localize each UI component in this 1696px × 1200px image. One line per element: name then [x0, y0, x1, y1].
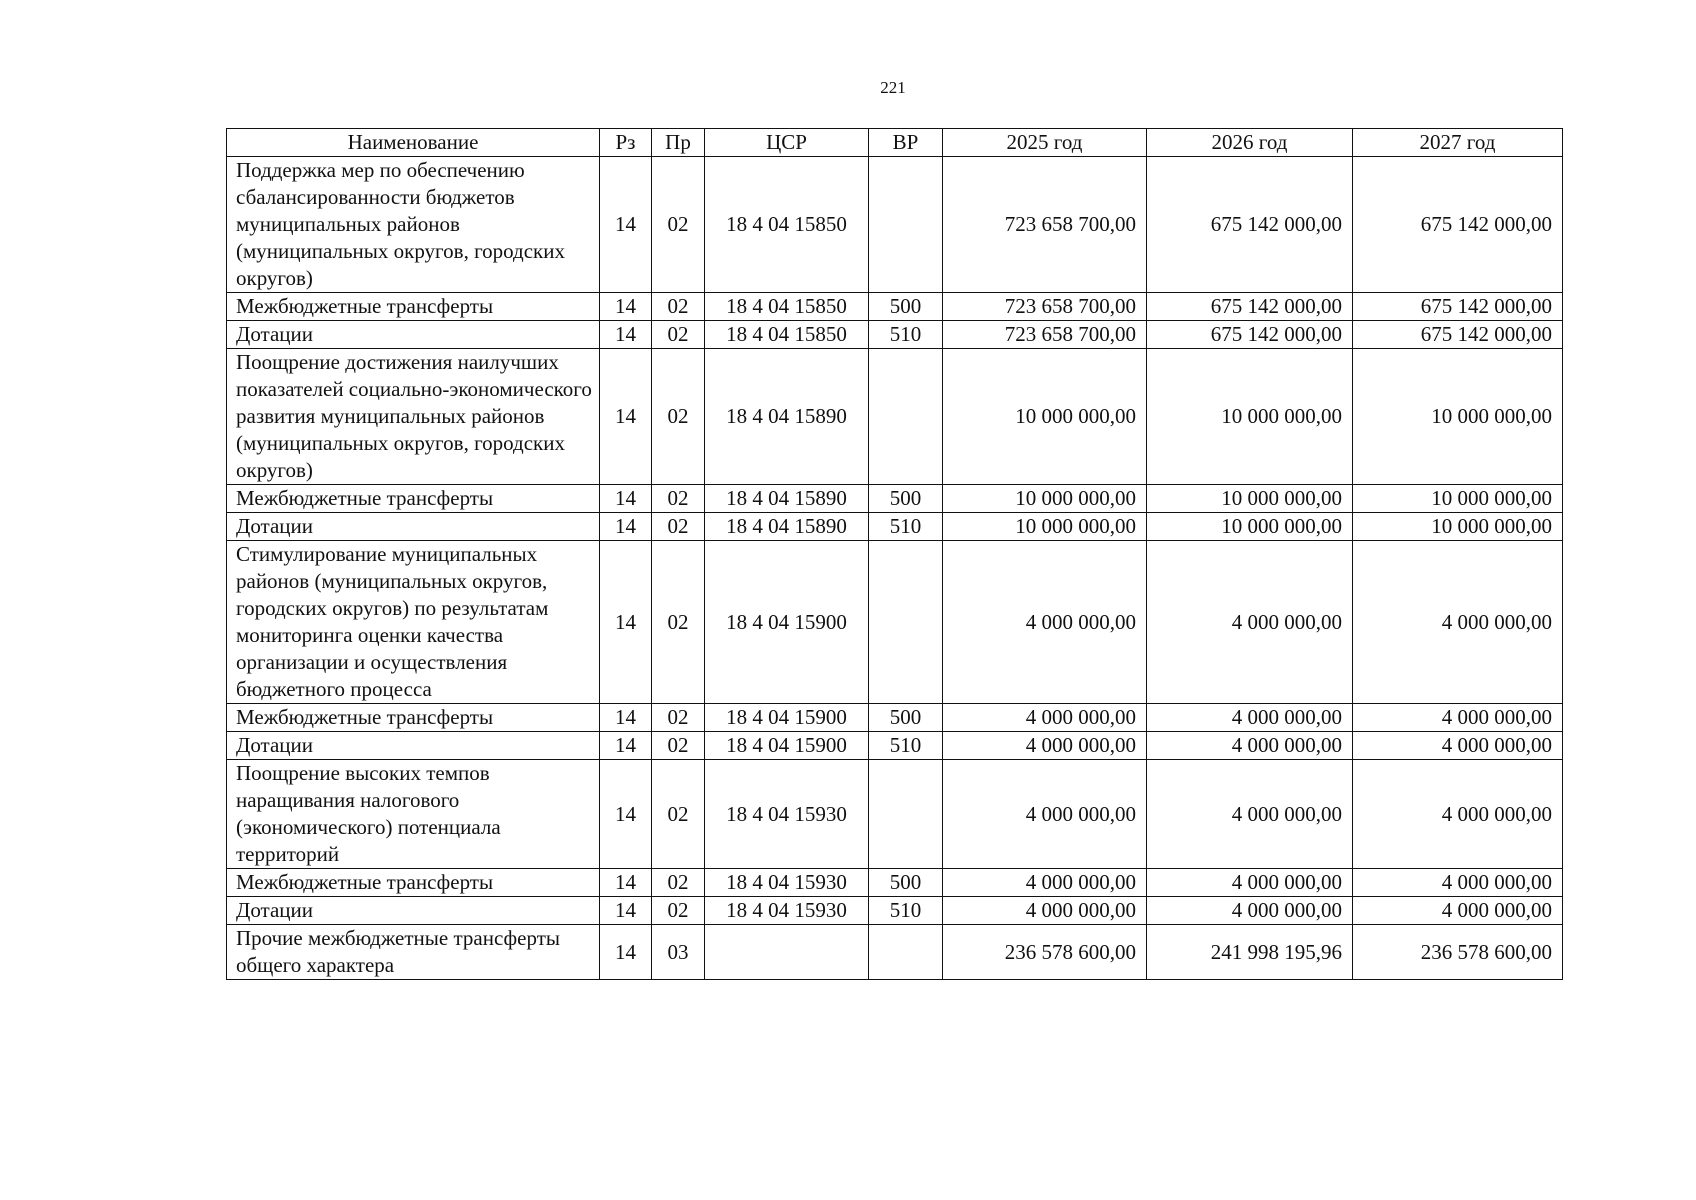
- header-name: Наименование: [227, 129, 600, 157]
- cell-2025: 723 658 700,00: [943, 293, 1147, 321]
- cell-rz: 14: [600, 897, 652, 925]
- cell-name: Дотации: [227, 513, 600, 541]
- cell-2027: 236 578 600,00: [1353, 925, 1563, 980]
- table-row: [227, 485, 1563, 513]
- cell-csr: 18 4 04 15930: [705, 869, 869, 897]
- cell-2025: 10 000 000,00: [943, 513, 1147, 541]
- cell-vr: 510: [869, 321, 943, 349]
- cell-pr: 02: [652, 869, 705, 897]
- cell-2025: 4 000 000,00: [943, 897, 1147, 925]
- cell-2026: 4 000 000,00: [1147, 541, 1353, 704]
- cell-2025: 10 000 000,00: [943, 349, 1147, 485]
- cell-csr: 18 4 04 15900: [705, 732, 869, 760]
- cell-csr: [705, 925, 869, 980]
- cell-2027: 10 000 000,00: [1353, 485, 1563, 513]
- cell-pr: 02: [652, 513, 705, 541]
- cell-2027: 675 142 000,00: [1353, 293, 1563, 321]
- cell-csr: 18 4 04 15850: [705, 157, 869, 293]
- table-row: [227, 293, 1563, 321]
- cell-2025: 4 000 000,00: [943, 541, 1147, 704]
- table-body: [227, 157, 1563, 980]
- cell-pr: 02: [652, 349, 705, 485]
- cell-name: Дотации: [227, 321, 600, 349]
- cell-vr: 500: [869, 293, 943, 321]
- cell-vr: 500: [869, 485, 943, 513]
- cell-vr: 510: [869, 513, 943, 541]
- header-csr: ЦСР: [705, 129, 869, 157]
- cell-2027: 10 000 000,00: [1353, 513, 1563, 541]
- table-row: [227, 704, 1563, 732]
- cell-vr: 500: [869, 704, 943, 732]
- cell-pr: 02: [652, 760, 705, 869]
- cell-name: Стимулирование муниципальных районов (муниципальных округов, городских округов) по результатам мониторинга оценки качества организации и осуществления бюджетного процесса: [227, 541, 600, 704]
- cell-pr: 03: [652, 925, 705, 980]
- cell-name: Поддержка мер по обеспечению сбалансированности бюджетов муниципальных районов (муниципальных округов, городских округов): [227, 157, 600, 293]
- cell-pr: 02: [652, 485, 705, 513]
- cell-name: Межбюджетные трансферты: [227, 869, 600, 897]
- table-row: [227, 541, 1563, 704]
- cell-2027: 4 000 000,00: [1353, 704, 1563, 732]
- header-2027: 2027 год: [1353, 129, 1563, 157]
- cell-csr: 18 4 04 15850: [705, 321, 869, 349]
- cell-2026: 10 000 000,00: [1147, 485, 1353, 513]
- cell-2027: 675 142 000,00: [1353, 321, 1563, 349]
- table-row: [227, 321, 1563, 349]
- cell-name: Поощрение высоких темпов наращивания налогового (экономического) потенциала территорий: [227, 760, 600, 869]
- cell-vr: 510: [869, 732, 943, 760]
- cell-vr: [869, 349, 943, 485]
- cell-2026: 675 142 000,00: [1147, 321, 1353, 349]
- cell-2026: 4 000 000,00: [1147, 704, 1353, 732]
- budget-table: [226, 128, 1563, 980]
- cell-2025: 723 658 700,00: [943, 157, 1147, 293]
- cell-2025: 4 000 000,00: [943, 760, 1147, 869]
- cell-name: Дотации: [227, 732, 600, 760]
- cell-2026: 4 000 000,00: [1147, 760, 1353, 869]
- table-row: [227, 732, 1563, 760]
- cell-vr: [869, 925, 943, 980]
- cell-rz: 14: [600, 869, 652, 897]
- cell-rz: 14: [600, 541, 652, 704]
- cell-2027: 4 000 000,00: [1353, 760, 1563, 869]
- cell-2027: 10 000 000,00: [1353, 349, 1563, 485]
- table-row: [227, 157, 1563, 293]
- table-row: [227, 760, 1563, 869]
- cell-name: Межбюджетные трансферты: [227, 293, 600, 321]
- cell-2026: 4 000 000,00: [1147, 869, 1353, 897]
- cell-csr: 18 4 04 15930: [705, 760, 869, 869]
- table-row: [227, 513, 1563, 541]
- cell-rz: 14: [600, 157, 652, 293]
- cell-pr: 02: [652, 704, 705, 732]
- cell-pr: 02: [652, 321, 705, 349]
- header-pr: Пр: [652, 129, 705, 157]
- cell-rz: 14: [600, 760, 652, 869]
- cell-2025: 4 000 000,00: [943, 732, 1147, 760]
- cell-2026: 4 000 000,00: [1147, 897, 1353, 925]
- header-vr: ВР: [869, 129, 943, 157]
- cell-2026: 675 142 000,00: [1147, 157, 1353, 293]
- cell-rz: 14: [600, 349, 652, 485]
- cell-2027: 4 000 000,00: [1353, 897, 1563, 925]
- page-number: 221: [880, 78, 906, 97]
- cell-rz: 14: [600, 485, 652, 513]
- cell-2027: 675 142 000,00: [1353, 157, 1563, 293]
- cell-2025: 723 658 700,00: [943, 321, 1147, 349]
- cell-rz: 14: [600, 321, 652, 349]
- cell-name: Межбюджетные трансферты: [227, 485, 600, 513]
- cell-csr: 18 4 04 15890: [705, 349, 869, 485]
- cell-vr: 500: [869, 869, 943, 897]
- cell-vr: [869, 760, 943, 869]
- table-header-row: [227, 129, 1563, 157]
- table-row: [227, 349, 1563, 485]
- cell-2026: 4 000 000,00: [1147, 732, 1353, 760]
- cell-2025: 4 000 000,00: [943, 869, 1147, 897]
- cell-csr: 18 4 04 15930: [705, 897, 869, 925]
- cell-vr: [869, 541, 943, 704]
- cell-rz: 14: [600, 925, 652, 980]
- cell-name: Поощрение достижения наилучших показателей социально-экономического развития муниципальных районов (муниципальных округов, городских округов): [227, 349, 600, 485]
- cell-2027: 4 000 000,00: [1353, 541, 1563, 704]
- cell-vr: [869, 157, 943, 293]
- cell-vr: 510: [869, 897, 943, 925]
- cell-2027: 4 000 000,00: [1353, 732, 1563, 760]
- cell-rz: 14: [600, 293, 652, 321]
- cell-rz: 14: [600, 513, 652, 541]
- table-row: [227, 925, 1563, 980]
- cell-2025: 236 578 600,00: [943, 925, 1147, 980]
- cell-pr: 02: [652, 293, 705, 321]
- cell-pr: 02: [652, 157, 705, 293]
- cell-pr: 02: [652, 732, 705, 760]
- header-2025: 2025 год: [943, 129, 1147, 157]
- table-row: [227, 897, 1563, 925]
- cell-2026: 10 000 000,00: [1147, 349, 1353, 485]
- cell-rz: 14: [600, 704, 652, 732]
- cell-csr: 18 4 04 15900: [705, 704, 869, 732]
- cell-2025: 10 000 000,00: [943, 485, 1147, 513]
- cell-2026: 241 998 195,96: [1147, 925, 1353, 980]
- cell-csr: 18 4 04 15890: [705, 485, 869, 513]
- cell-2026: 675 142 000,00: [1147, 293, 1353, 321]
- cell-name: Прочие межбюджетные трансферты общего характера: [227, 925, 600, 980]
- cell-pr: 02: [652, 541, 705, 704]
- cell-rz: 14: [600, 732, 652, 760]
- cell-2027: 4 000 000,00: [1353, 869, 1563, 897]
- cell-2025: 4 000 000,00: [943, 704, 1147, 732]
- cell-name: Дотации: [227, 897, 600, 925]
- cell-csr: 18 4 04 15900: [705, 541, 869, 704]
- header-2026: 2026 год: [1147, 129, 1353, 157]
- header-rz: Рз: [600, 129, 652, 157]
- cell-2026: 10 000 000,00: [1147, 513, 1353, 541]
- cell-pr: 02: [652, 897, 705, 925]
- cell-name: Межбюджетные трансферты: [227, 704, 600, 732]
- cell-csr: 18 4 04 15850: [705, 293, 869, 321]
- cell-csr: 18 4 04 15890: [705, 513, 869, 541]
- table-row: [227, 869, 1563, 897]
